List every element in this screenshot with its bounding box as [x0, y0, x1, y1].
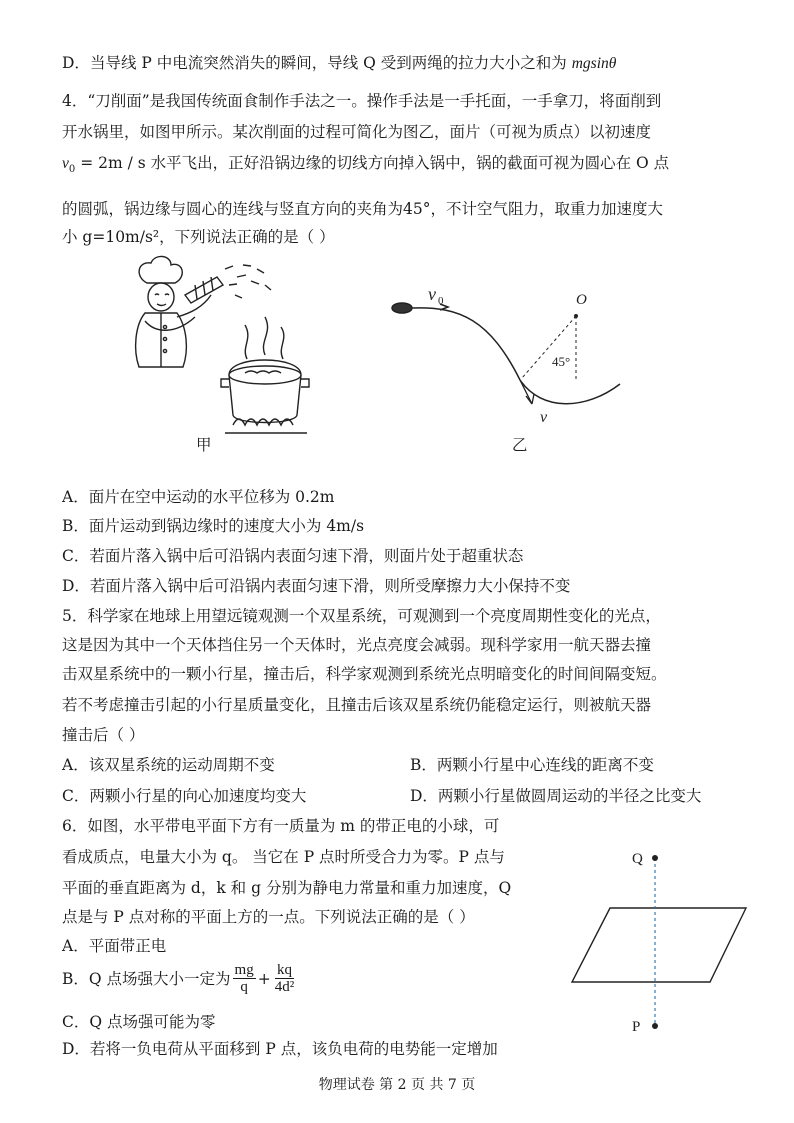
label-v: v — [540, 409, 548, 426]
v0-symbol: v — [62, 155, 69, 172]
frac2-num: kq — [276, 962, 292, 978]
page-footer: 物理试卷 第 2 页 共 7 页 — [318, 1077, 476, 1093]
point-q — [652, 855, 658, 861]
q4-line3-text: = 2m / s 水平飞出，正好沿锅边缘的切线方向掉入锅中，锅的截面可视为圆心在 O 点 — [75, 154, 670, 172]
label-p: P — [632, 1019, 641, 1035]
q6-line1: 6．如图，水平带电平面下方有一质量为 m 的带正电的小球，可 — [62, 817, 500, 835]
formula: mgsinθ — [571, 55, 617, 72]
q5-option-b: B．两颗小行星中心连线的距离不变 — [410, 756, 654, 774]
fraction-kq-4d2 — [273, 962, 297, 995]
q6-line4: 点是与 P 点对称的平面上方的一点。下列说法正确的是（ ） — [62, 908, 475, 926]
q5-option-a: A．该双星系统的运动周期不变 — [62, 756, 275, 774]
q6-option-d: D．若将一负电荷从平面移到 P 点，该负电荷的电势能一定增加 — [62, 1040, 498, 1058]
label-q: Q — [632, 851, 643, 867]
q3-option-d — [62, 52, 616, 75]
frac1-num: mg — [234, 962, 254, 978]
q6-option-c: C．Q 点场强可能为零 — [62, 1013, 216, 1031]
frac2-den: 4d² — [274, 979, 295, 995]
fraction-mg-q — [233, 962, 256, 995]
q4-option-b: B．面片运动到锅边缘时的速度大小为 4m/s — [62, 517, 365, 535]
q4-option-c: C．若面片落入锅中后可沿锅内表面匀速下滑，则面片处于超重状态 — [62, 547, 524, 565]
q4-option-a: A．面片在空中运动的水平位移为 0.2m — [62, 488, 335, 506]
q5-line4: 若不考虑撞击引起的小行星质量变化，且撞击后该双星系统仍能稳定运行，则被航天器 — [62, 696, 652, 714]
q5-option-d: D．两颗小行星做圆周运动的半径之比变大 — [410, 787, 702, 805]
q4-option-d: D．若面片落入锅中后可沿锅内表面匀速下滑，则所受摩擦力大小保持不变 — [62, 577, 571, 595]
q5-option-c: C．两颗小行星的向心加速度均变大 — [62, 787, 307, 805]
point-p — [652, 1023, 658, 1029]
option-label: D． — [62, 54, 90, 72]
q6-option-a: A．平面带正电 — [62, 937, 167, 955]
label-v0-sub: 0 — [438, 295, 444, 307]
q6-line3: 平面的垂直距离为 d，k 和 g 分别为静电力常量和重力加速度，Q — [62, 879, 512, 897]
plus-sign: + — [257, 969, 271, 988]
label-v0: v — [428, 284, 436, 304]
fig-jia-caption: 甲 — [196, 436, 212, 454]
q5-line1: 5．科学家在地球上用望远镜观测一个双星系统，可观测到一个亮度周期性变化的光点， — [62, 607, 661, 625]
q4-line5: 小 g=10m/s²，下列说法正确的是（ ） — [62, 228, 335, 246]
chef-illustration — [125, 255, 325, 440]
center-point-o — [574, 314, 578, 318]
q4-line1: 4．“刀削面”是我国传统面食制作手法之一。操作手法是一手托面，一手拿刀，将面削到 — [62, 92, 662, 110]
q6-line2: 看成质点，电量大小为 q。 当它在 P 点时所受合力为零。P 点与 — [62, 848, 505, 866]
q6-option-b — [62, 962, 298, 995]
v0-subscript: 0 — [68, 164, 76, 176]
fig-yi-caption: 乙 — [512, 436, 528, 454]
label-o: O — [576, 292, 587, 308]
trajectory-diagram — [380, 280, 640, 430]
option-text: 当导线 P 中电流突然消失的瞬间，导线 Q 受到两绳的拉力大小之和为 — [89, 54, 572, 72]
label-angle: 45° — [552, 354, 571, 369]
q5-line2: 这是因为其中一个天体挡住另一个天体时，光点亮度会减弱。现科学家用一航天器去撞 — [62, 636, 652, 654]
q4-line4: 的圆弧，锅边缘与圆心的连线与竖直方向的夹角为45°，不计空气阻力，取重力加速度大 — [62, 200, 663, 218]
charged-plane-diagram — [560, 840, 760, 1040]
q5-line5: 撞击后（ ） — [62, 726, 145, 744]
q4-line2: 开水锅里，如图甲所示。某次削面的过程可简化为图乙，面片（可视为质点）以初速度 — [62, 123, 652, 141]
q4-line3 — [62, 152, 669, 181]
q6-option-b-prefix: B．Q 点场强大小一定为 — [62, 969, 231, 988]
q5-line3: 击双星系统中的一颗小行星，撞击后，科学家观测到系统光点明暗变化的时间间隔变短。 — [62, 665, 667, 683]
frac1-den: q — [240, 979, 248, 995]
